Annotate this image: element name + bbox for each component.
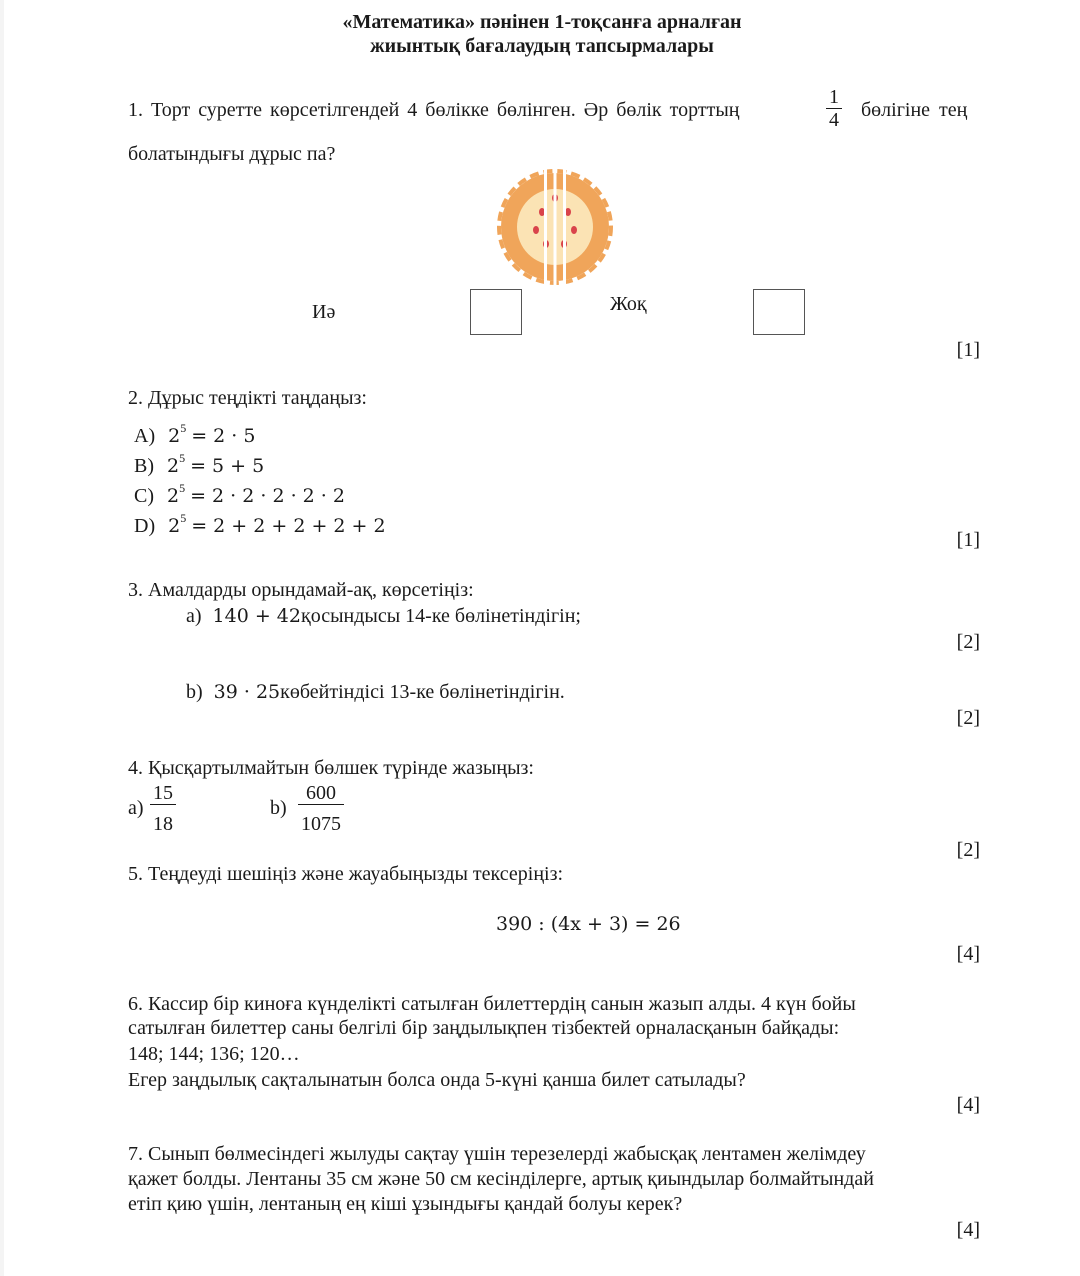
q2-option-b: [134, 446, 264, 478]
q4-a-numerator: 15: [153, 782, 173, 804]
q2-option-exp: 5: [179, 481, 186, 495]
q6-line-1: 6. Кассир бір киноға күнделікті сатылған билеттердің санын жазып алды. 4 күн бойы: [128, 993, 856, 1015]
q2-option-base: 2: [168, 425, 181, 447]
q1-no-label: Жоқ: [610, 293, 647, 315]
q4-b-denominator: 1075: [298, 804, 344, 835]
q2-option-rhs: = 5 + 5: [190, 455, 265, 477]
q4-b-label: b): [270, 797, 287, 819]
q5-prompt: 5. Теңдеуді шешіңіз және жауабыңызды тексеріңіз:: [128, 863, 564, 885]
q2-option-letter: B): [134, 455, 154, 477]
q1-no-checkbox[interactable]: [753, 289, 805, 335]
q3-b-points: [2]: [956, 707, 980, 729]
q5-points: [4]: [956, 943, 980, 965]
q3-a-expression: 140 + 42: [212, 605, 301, 627]
q4-a-fraction: [150, 782, 176, 835]
q4-prompt: 4. Қысқартылмайтын бөлшек түрінде жазыңыз:: [128, 757, 534, 779]
q1-points: [1]: [956, 339, 980, 361]
q2-option-exp: 5: [180, 511, 187, 525]
q4-b-numerator: 600: [306, 782, 336, 804]
q1-text-before: 1. Торт суретте көрсетілгендей 4 бөлікке бөлінген. Әр бөлік торттың: [128, 99, 740, 121]
q2-option-c: [134, 476, 345, 508]
q2-option-base: 2: [167, 455, 180, 477]
q3-b-expression: 39 · 25: [213, 681, 281, 703]
q3-a-text: қосындысы 14-ке бөлінетіндігін;: [301, 605, 581, 627]
q6-points: [4]: [956, 1094, 980, 1116]
q1-yes-label: Иә: [312, 301, 336, 323]
q2-option-exp: 5: [179, 451, 186, 465]
q1-fraction-numerator: 1: [829, 86, 839, 108]
q1-fraction: [826, 86, 842, 131]
q3-part-a: [186, 604, 581, 628]
q3-a-label: a): [186, 605, 202, 627]
q3-prompt: 3. Амалдарды орындамай-ақ, көрсетіңіз:: [128, 579, 474, 601]
q7-points: [4]: [956, 1219, 980, 1241]
q2-option-base: 2: [168, 515, 181, 537]
title-line-2: жиынтық бағалаудың тапсырмалары: [370, 35, 714, 57]
q7-line-3: етіп қию үшін, лентаның ең кіші ұзындығы қандай болуы керек?: [128, 1193, 683, 1215]
q2-option-exp: 5: [180, 421, 187, 435]
pie-image: [496, 168, 614, 286]
q6-line-2: сатылған билеттер саны белгілі бір заңдылықпен тізбектей орналасқанын байқады:: [128, 1017, 840, 1039]
worksheet-page: [4, 0, 1080, 1276]
q7-line-1: 7. Сынып бөлмесіндегі жылуды сақтау үшін терезелерді жабысқақ лентамен желімдеу: [128, 1143, 866, 1165]
q2-option-letter: C): [134, 485, 154, 507]
q2-option-base: 2: [167, 485, 180, 507]
q5-equation: 390 : (4x + 3) = 26: [496, 913, 681, 935]
q3-part-b: [186, 680, 565, 704]
q2-prompt: 2. Дұрыс теңдікті таңдаңыз:: [128, 387, 367, 409]
q2-option-rhs: = 2 + 2 + 2 + 2 + 2: [191, 515, 386, 537]
q6-line-3: 148; 144; 136; 120…: [128, 1043, 300, 1065]
q3-b-label: b): [186, 681, 203, 703]
q7-line-2: қажет болды. Лентаны 35 см және 50 см кесінділерге, артық қиындылар болмайтындай: [128, 1168, 874, 1190]
q2-points: [1]: [956, 529, 980, 551]
q2-option-a: [134, 416, 255, 448]
q1-line-2: болатындығы дұрыс па?: [128, 143, 336, 165]
q1-text-after: бөлігіне тең: [861, 99, 968, 121]
q4-b-fraction: [298, 782, 344, 835]
q2-option-rhs: = 2 · 5: [191, 425, 256, 447]
q6-line-4: Егер заңдылық сақталынатын болса онда 5-күні қанша билет сатылады?: [128, 1069, 746, 1091]
q3-b-text: көбейтіндісі 13-ке бөлінетіндігін.: [280, 681, 565, 703]
q2-option-rhs: = 2 · 2 · 2 · 2 · 2: [190, 485, 345, 507]
title-line-1: «Математика» пәнінен 1-тоқсанға арналған: [342, 11, 742, 33]
q4-a-label: a): [128, 797, 144, 819]
q1-yes-checkbox[interactable]: [470, 289, 522, 335]
q2-option-letter: D): [134, 515, 156, 537]
q2-option-letter: A): [134, 425, 156, 447]
q2-option-d: [134, 506, 386, 538]
q4-a-denominator: 18: [150, 804, 176, 835]
q1-fraction-denominator: 4: [826, 108, 842, 131]
q3-a-points: [2]: [956, 631, 980, 653]
q4-points: [2]: [956, 839, 980, 861]
